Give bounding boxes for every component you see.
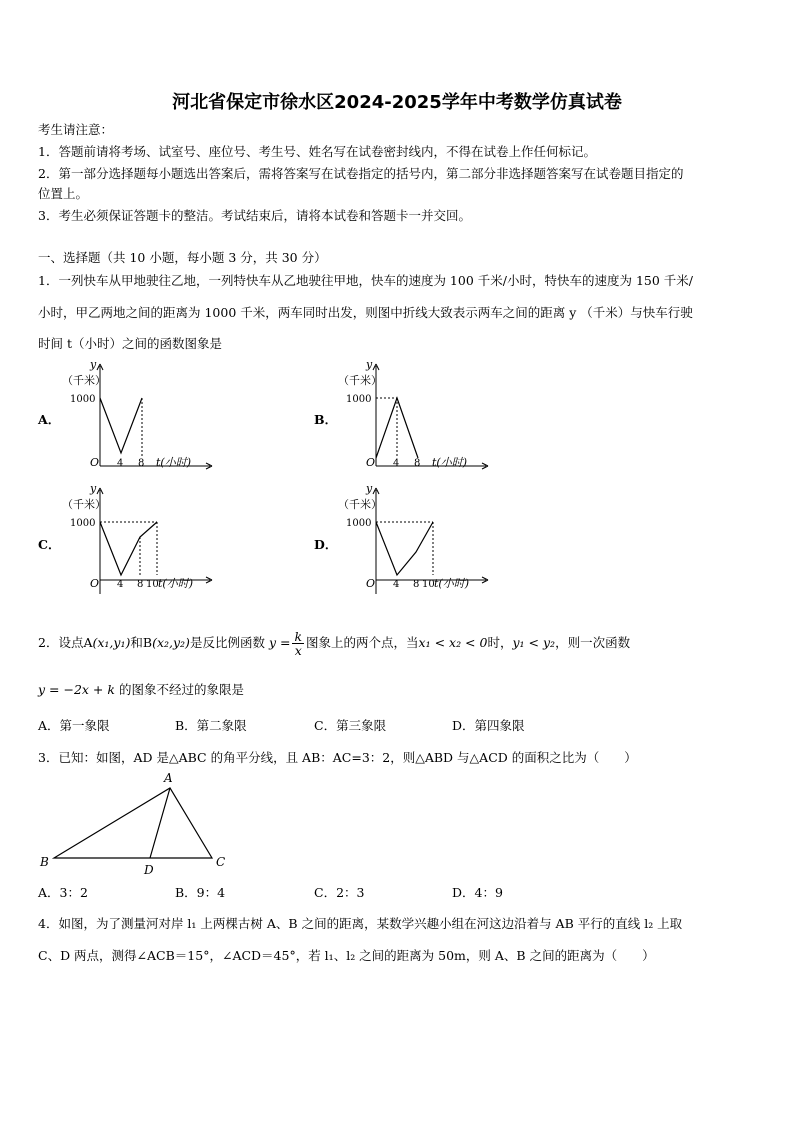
- unit-label: （千米）: [338, 498, 382, 511]
- origin-label: O: [90, 577, 100, 590]
- q2-line1: 2．设点A(x₁,y₁)和B(x₂,y₂)是反比例函数 y = $\frac{k}{x}$ 图象上的两个点，当x₁ < x₂ < 0时，y₁ < y₂，则一次函数: [38, 629, 631, 658]
- x-axis-label: t(小时): [434, 577, 470, 590]
- x-axis-label: t(小时): [158, 577, 194, 590]
- notice-item-2: 2．第一部分选择题每小题选出答案后，需将答案写在试卷指定的括号内，第二部分非选择题答案写在试卷题目指定的: [38, 166, 684, 181]
- q1-option-a-label: A．: [38, 412, 61, 427]
- q3-option-a: A．3：2: [38, 885, 88, 900]
- q4-line2: C、D 两点，测得∠ACB＝15°，∠ACD＝45°，若 l₁、l₂ 之间的距离为 50m，则 A、B 之间的距离为（ ）: [38, 948, 655, 963]
- q3-option-c: C．2：3: [314, 885, 365, 900]
- origin-label: O: [90, 456, 100, 469]
- origin-label: O: [366, 456, 376, 469]
- q1-option-b-label: B．: [314, 412, 338, 427]
- section-heading: 一、选择题（共 10 小题，每小题 3 分，共 30 分）: [38, 250, 327, 265]
- x-axis-label: t(小时): [432, 456, 468, 469]
- unit-label: （千米）: [62, 374, 106, 387]
- q2-option-d: D．第四象限: [452, 718, 525, 733]
- q3-text: 3．已知：如图，AD 是△ABC 的角平分线，且 AB：AC=3：2，则△ABD 与△ACD 的面积之比为（ ）: [38, 750, 637, 765]
- x-tick-4: 4: [393, 458, 400, 469]
- q3-option-b: B．9：4: [175, 885, 226, 900]
- graph-b: [336, 358, 506, 473]
- origin-label: O: [366, 577, 376, 590]
- q2-line2: y = −2x + k 的图象不经过的象限是: [38, 682, 244, 697]
- vertex-a: A: [164, 771, 173, 785]
- axis-y-label: y: [366, 482, 373, 495]
- x-tick-4: 4: [393, 579, 400, 590]
- q3-triangle: [36, 768, 236, 878]
- y-tick-1000: 1000: [70, 518, 96, 529]
- y-tick-1000: 1000: [70, 394, 96, 405]
- q2-option-a: A．第一象限: [38, 718, 110, 733]
- axis-y-label: y: [366, 358, 373, 371]
- graph-c: [60, 482, 230, 597]
- axis-y-label: y: [90, 358, 97, 371]
- unit-label: （千米）: [62, 498, 106, 511]
- q2-option-c: C．第三象限: [314, 718, 387, 733]
- x-tick-8: 8: [414, 458, 421, 469]
- notice-item-1: 1．答题前请将考场、试室号、座位号、考生号、姓名写在试卷密封线内，不得在试卷上作任何标记。: [38, 144, 596, 159]
- x-tick-10: 10: [146, 579, 159, 590]
- x-tick-8: 8: [137, 579, 144, 590]
- y-tick-1000: 1000: [346, 518, 372, 529]
- notice-item-3: 3．考生必须保证答题卡的整洁。考试结束后，请将本试卷和答题卡一并交回。: [38, 208, 471, 223]
- q1-line2: 小时，甲乙两地之间的距离为 1000 千米，两车同时出发，则图中折线大致表示两车之间的距离 y （千米）与快车行驶: [38, 305, 693, 320]
- q1-line1: 1．一列快车从甲地驶往乙地，一列特快车从乙地驶往甲地，快车的速度为 100 千米/小时，特快车的速度为 150 千米/: [38, 273, 693, 288]
- notice-item-2-cont: 位置上。: [38, 186, 89, 201]
- vertex-d: D: [144, 863, 154, 877]
- x-tick-10: 10: [422, 579, 435, 590]
- q4-line1: 4．如图，为了测量河对岸 l₁ 上两棵古树 A、B 之间的距离，某数学兴趣小组在河这边沿着与 AB 平行的直线 l₂ 上取: [38, 916, 683, 931]
- unit-label: （千米）: [338, 374, 382, 387]
- graph-a: [60, 358, 230, 473]
- vertex-b: B: [40, 855, 49, 869]
- graph-d: [336, 482, 506, 597]
- notice-heading: 考生请注意：: [38, 122, 114, 137]
- q2-option-b: B．第二象限: [175, 718, 247, 733]
- x-tick-4: 4: [117, 579, 124, 590]
- q3-option-d: D．4：9: [452, 885, 503, 900]
- x-tick-4: 4: [117, 458, 124, 469]
- q1-line3: 时间 t（小时）之间的函数图象是: [38, 336, 222, 351]
- axis-y-label: y: [90, 482, 97, 495]
- x-tick-8: 8: [138, 458, 145, 469]
- page-title: 河北省保定市徐水区2024-2025学年中考数学仿真试卷: [172, 92, 622, 113]
- x-axis-label: t(小时): [156, 456, 192, 469]
- q1-option-d-label: D．: [314, 537, 338, 552]
- x-tick-8: 8: [413, 579, 420, 590]
- y-tick-1000: 1000: [346, 394, 372, 405]
- vertex-c: C: [216, 855, 226, 869]
- q1-option-c-label: C．: [38, 537, 61, 552]
